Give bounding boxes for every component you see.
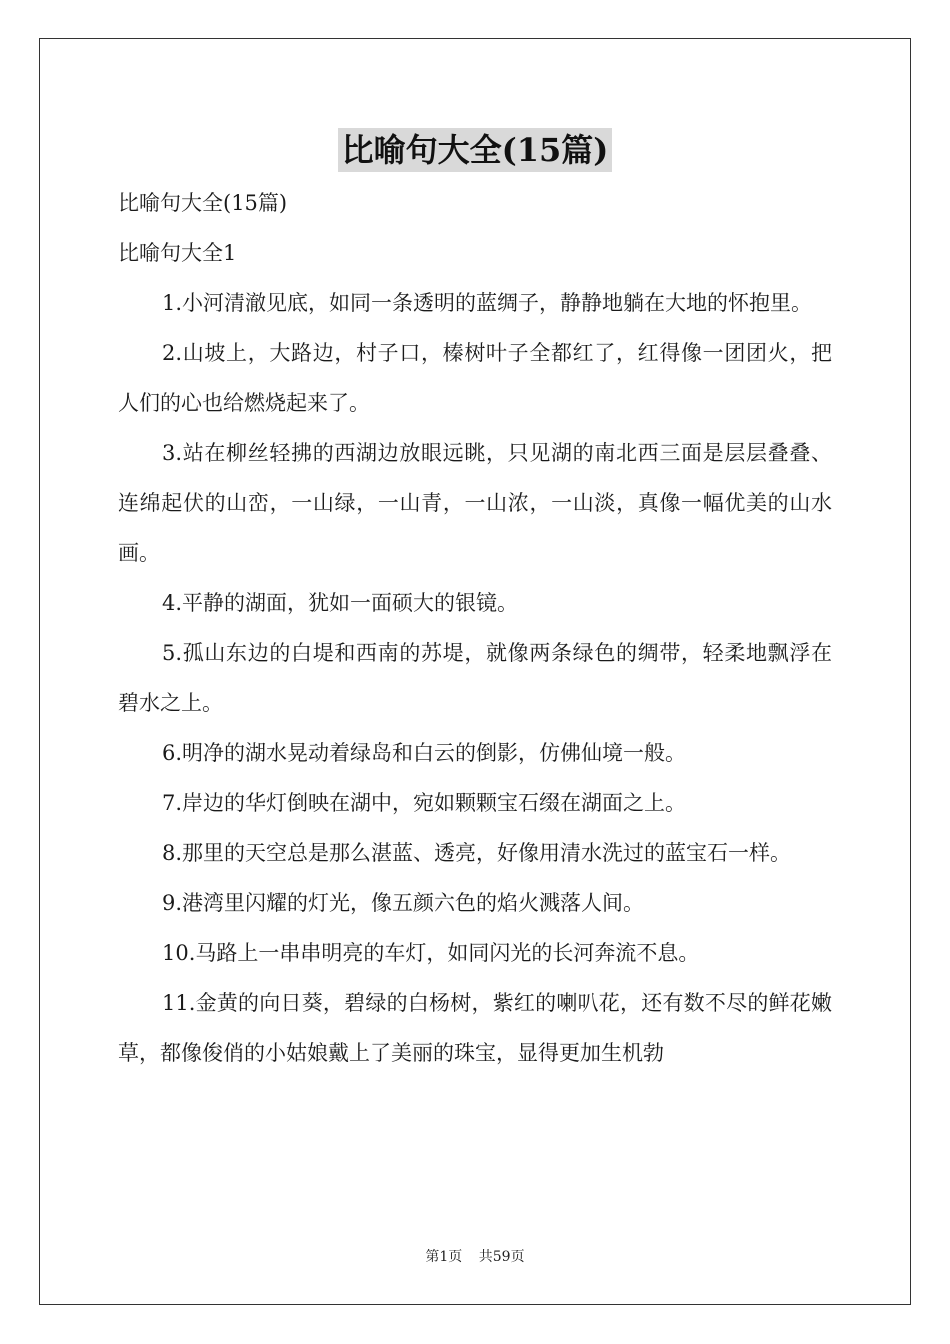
paragraph-4: 4.平静的湖面，犹如一面硕大的银镜。 — [162, 591, 519, 615]
title-container — [0, 128, 950, 172]
paragraph-3: 3.站在柳丝轻拂的西湖边放眼远眺，只见湖的南北西三面是层层叠叠、连绵起伏的山峦，一山绿，一山青，一山浓，一山淡，真像一幅优美的山水画。 — [118, 441, 832, 565]
paragraph-5: 5.孤山东边的白堤和西南的苏堤，就像两条绿色的绸带，轻柔地飘浮在碧水之上。 — [118, 641, 832, 715]
page-footer — [0, 1248, 950, 1266]
document-title: 比喻句大全(15篇) — [338, 128, 613, 172]
document-body — [118, 178, 832, 1078]
paragraph-2: 2.山坡上，大路边，村子口，榛树叶子全都红了，红得像一团团火，把人们的心也给燃烧起来了。 — [118, 341, 832, 415]
page-total: 共59页 — [478, 1249, 525, 1265]
section-heading: 比喻句大全1 — [118, 241, 237, 265]
paragraph-11: 11.金黄的向日葵，碧绿的白杨树，紫红的喇叭花，还有数不尽的鲜花嫩草，都像俊俏的小姑娘戴上了美丽的珠宝，显得更加生机勃 — [118, 991, 832, 1065]
paragraph-8: 8.那里的天空总是那么湛蓝、透亮，好像用清水洗过的蓝宝石一样。 — [162, 841, 792, 865]
page-number: 第1页 — [425, 1249, 463, 1265]
paragraph-9: 9.港湾里闪耀的灯光，像五颜六色的焰火溅落人间。 — [162, 891, 645, 915]
paragraph-1: 1.小河清澈见底，如同一条透明的蓝绸子，静静地躺在大地的怀抱里。 — [162, 291, 813, 315]
subtitle-line: 比喻句大全(15篇) — [118, 191, 288, 215]
paragraph-6: 6.明净的湖水晃动着绿岛和白云的倒影，仿佛仙境一般。 — [162, 741, 687, 765]
paragraph-7: 7.岸边的华灯倒映在湖中，宛如颗颗宝石缀在湖面之上。 — [162, 791, 687, 815]
paragraph-10: 10.马路上一串串明亮的车灯，如同闪光的长河奔流不息。 — [162, 941, 700, 965]
